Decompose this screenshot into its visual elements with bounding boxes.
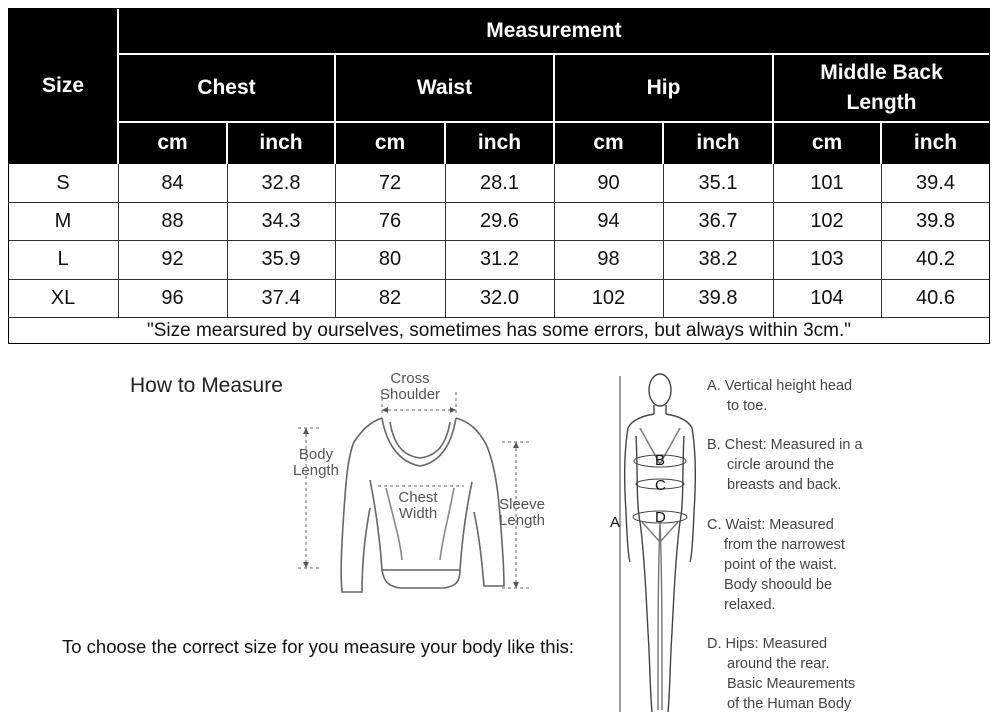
table-cell: 92: [118, 240, 227, 279]
table-cell: 82: [335, 279, 445, 317]
table-cell: 34.3: [227, 202, 335, 240]
unit-header: inch: [227, 122, 335, 164]
legend-b: B. Chest: Measured in a circle around the breasts and back.: [707, 437, 863, 493]
group-header-chest: Chest: [118, 54, 335, 122]
measurement-header: Measurement: [118, 8, 990, 54]
group-header-waist: Waist: [335, 54, 554, 122]
divider: [662, 122, 664, 164]
unit-header: cm: [554, 122, 663, 164]
divider: [8, 279, 990, 280]
table-cell: 104: [773, 279, 881, 317]
table-cell: 84: [118, 164, 227, 202]
table-cell: 103: [773, 240, 881, 279]
table-cell: 36.7: [663, 202, 773, 240]
legend-a: A. Vertical height head to toe.: [707, 378, 853, 414]
table-cell: 32.0: [445, 279, 554, 317]
size-column-header: Size: [8, 8, 118, 164]
divider: [8, 202, 990, 203]
legend-c: C. Waist: Measured from the narrowest point of the waist. Body shoould be relaxed.: [707, 517, 845, 613]
table-cell: 35.1: [663, 164, 773, 202]
size-chart-table: [8, 8, 990, 344]
figure-letter-d: D: [655, 509, 666, 526]
unit-header: cm: [773, 122, 881, 164]
human-body-figure: [610, 372, 710, 716]
body-length-label: Body Length: [293, 446, 339, 479]
table-cell: 35.9: [227, 240, 335, 279]
table-cell: 39.8: [881, 202, 990, 240]
group-header-hip: Hip: [554, 54, 773, 122]
cross-shoulder-label: Cross Shoulder: [380, 370, 441, 403]
table-cell: 31.2: [445, 240, 554, 279]
table-cell: 88: [118, 202, 227, 240]
divider: [8, 240, 990, 241]
divider: [444, 122, 446, 164]
table-cell: 96: [118, 279, 227, 317]
table-cell: 101: [773, 164, 881, 202]
unit-header: inch: [663, 122, 773, 164]
table-cell: 72: [335, 164, 445, 202]
table-cell: 39.8: [663, 279, 773, 317]
divider: [334, 122, 336, 164]
table-cell: 102: [554, 279, 663, 317]
table-cell: 40.6: [881, 279, 990, 317]
chest-width-label: Chest Width: [398, 489, 438, 522]
group-header-middle-back-length: Middle Back Length: [773, 54, 990, 122]
table-cell: 38.2: [663, 240, 773, 279]
unit-header: inch: [445, 122, 554, 164]
table-cell: 29.6: [445, 202, 554, 240]
table-cell: 32.8: [227, 164, 335, 202]
table-cell: 28.1: [445, 164, 554, 202]
table-cell: 94: [554, 202, 663, 240]
divider: [8, 317, 990, 318]
legend-d: D. Hips: Measured around the rear. Basic Meaurements of the Human Body: [707, 636, 856, 712]
sleeve-length-label: Sleeve Length: [499, 496, 545, 529]
divider: [880, 122, 882, 164]
how-to-measure-title: How to Measure: [130, 374, 283, 397]
table-cell: 37.4: [227, 279, 335, 317]
table-cell: 98: [554, 240, 663, 279]
table-cell: 40.2: [881, 240, 990, 279]
divider: [772, 122, 774, 164]
divider: [553, 122, 555, 164]
table-cell: 80: [335, 240, 445, 279]
unit-header: cm: [335, 122, 445, 164]
table-cell: 90: [554, 164, 663, 202]
figure-letter-a: A: [610, 514, 621, 531]
figure-letter-b: B: [655, 452, 666, 469]
table-cell: 76: [335, 202, 445, 240]
figure-letter-c: C: [655, 477, 666, 494]
unit-header: cm: [118, 122, 227, 164]
size-label: XL: [8, 279, 118, 317]
sweater-illustration: [290, 370, 560, 600]
choose-size-instruction: To choose the correct size for you measure your body like this:: [62, 636, 575, 657]
table-cell: 102: [773, 202, 881, 240]
table-cell: 39.4: [881, 164, 990, 202]
size-label: L: [8, 240, 118, 279]
size-label: S: [8, 164, 118, 202]
size-label: M: [8, 202, 118, 240]
measurement-note: "Size mearsured by ourselves, sometimes has some errors, but always within 3cm.": [8, 317, 990, 344]
unit-header: inch: [881, 122, 990, 164]
divider: [226, 122, 228, 164]
divider: [117, 8, 119, 164]
